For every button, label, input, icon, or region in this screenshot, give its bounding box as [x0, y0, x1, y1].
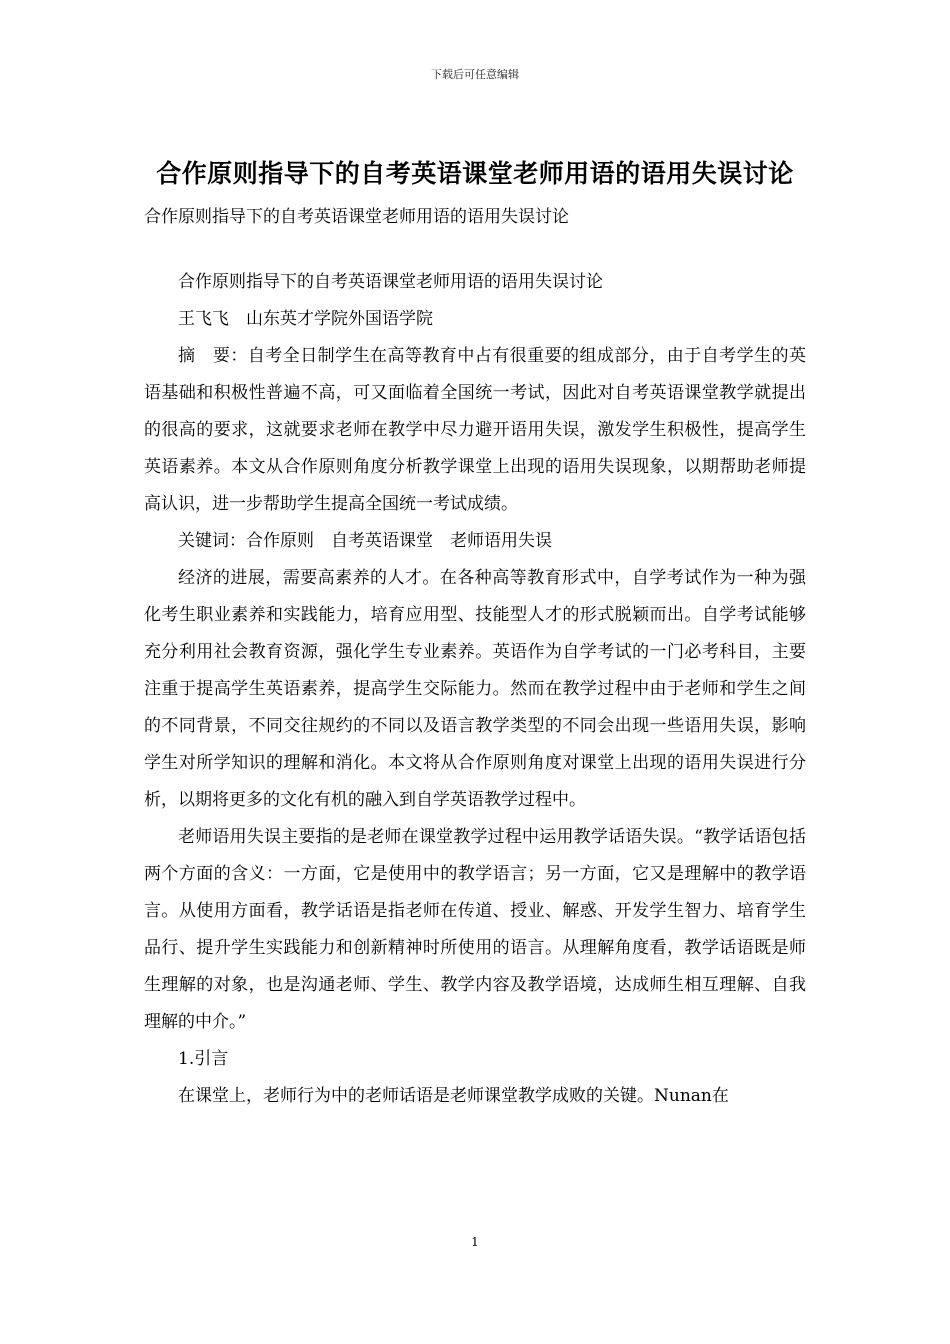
paragraph-abstract: 摘 要：自考全日制学生在高等教育中占有很重要的组成部分，由于自考学生的英语基础和积极性普遍不高，可又面临着全国统一考试，因此对自考英语课堂教学就提出的很高的要求，这就要求老师在教学中尽力避开语用失误，激发学生积极性，提高学生英语素养。本文从合作原则角度分析教学课堂上出现的语用失误现象，以期帮助老师提高认识，进一步帮助学生提高全国统一考试成绩。 — [144, 346, 806, 514]
paragraph-body: 经济的进展，需要高素养的人才。在各种高等教育形式中，自学考试作为一种为强化考生职业素养和实践能力，培育应用型、技能型人才的形式脱颖而出。自学考试能够充分利用社会教育资源，强化学生专业素养。英语作为自学考试的一门必考科目，主要注重于提高学生英语素养，提高学生交际能力。然而在教学过程中由于老师和学生之间的不同背景，不同交往规约的不同以及语言教学类型的不同会出现一些语用失误，影响学生对所学知识的理解和消化。本文将从合作原则角度对课堂上出现的语用失误进行分析，以期将更多的文化有机的融入到自学英语教学过程中。 — [144, 568, 806, 810]
paragraph-author: 王飞飞 山东英才学院外国语学院 — [178, 309, 433, 329]
paragraph-body: 在课堂上，老师行为中的老师话语是老师课堂教学成败的关键。Nunan在 — [178, 1086, 729, 1106]
paragraph-heading: 合作原则指导下的自考英语课堂老师用语的语用失误讨论 — [178, 272, 603, 292]
section-heading: 1.引言 — [178, 1049, 229, 1069]
document-title: 合作原则指导下的自考英语课堂老师用语的语用失误讨论 — [156, 159, 794, 188]
page-header-note: 下载后可任意编辑 — [431, 68, 519, 81]
document-body — [144, 264, 806, 1115]
page-number: 1 — [471, 1235, 479, 1249]
paragraph-body: 老师语用失误主要指的是老师在课堂教学过程中运用教学话语失误。“教学话语包括两个方面的含义：一方面，它是使用中的教学语言；另一方面，它又是理解中的教学语言。从使用方面看，教学话语是指老师在传道、授业、解惑、开发学生智力、培育学生品行、提升学生实践能力和创新精神时所使用的语言。从理解角度看，教学话语既是师生理解的对象，也是沟通老师、学生、教学内容及教学语境，达成师生相互理解、自我理解的中介。” — [144, 827, 806, 1032]
document-subtitle: 合作原则指导下的自考英语课堂老师用语的语用失误讨论 — [144, 207, 569, 227]
paragraph-keywords: 关键词：合作原则 自考英语课堂 老师语用失误 — [178, 531, 552, 551]
